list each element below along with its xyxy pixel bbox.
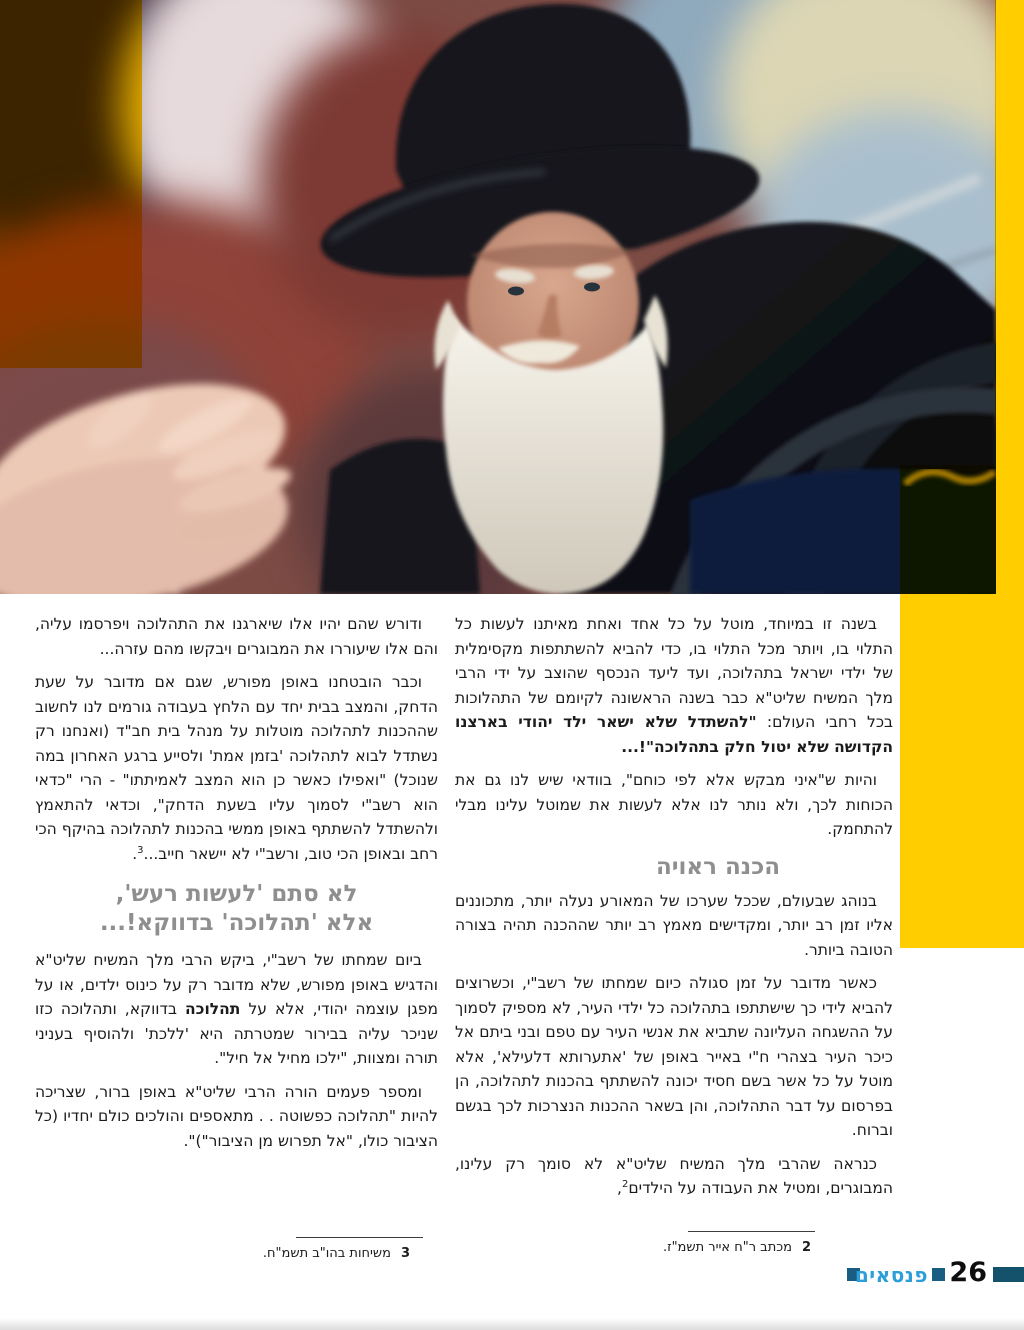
yellow-accent-right-strip (995, 0, 1024, 465)
paragraph: בשנה זו במיוחד, מוטל על כל אחד ואחת מאיתנו לעשות כל התלוי בו, ויותר מכל התלוי בו, כדי להביא להשתתפות מקסימלית של ילדי ישראל בתהלוכה, ועד ליעד הנכסף שהוצב על ידי הרבי מלך המשיח שליט"א כבר בשנה הראשונה לקיומם של התהלוכות בכל רחבי העולם: "להשתדל שלא ישאר ילד יהודי בארצנו הקדושה שלא יטול חלק בתהלוכה"!... (455, 615, 894, 756)
footnote-left-column (35, 1237, 438, 1261)
rebbe-portrait-illustration (0, 0, 996, 594)
paragraph: ודורש שהם יהיו אלו שיארגנו את התהלוכה ויפרסמו עליה, והם אלו שיעוררו את המבוגרים ויבקשו מהם עזרה... (35, 615, 438, 658)
footnote-body: מכתב ר"ח אייר תשמ"ז. (662, 1240, 792, 1255)
article-column-right (455, 612, 893, 1210)
eye (508, 287, 524, 296)
paragraph: כאשר מדובר על זמן סגולה כיום שמחתו של רשב"י, וכשרוצים להביא לידי כך שישתתפו בתהלוכה כל ילדי העיר, לא מספיק לסמוך על ההשגחה העליונה שתביא את אנשי העיר עם טפם ובני ביתם אל כיכר העיר בצהרי ח"י באייר באופן של 'אתערותא דלעילא', אלא מוטל על כל אשר בשם חסיד יכונה להשתתף בהכנות לתהלוכה, הן בפרסום על דבר התהלוכה, והן בשאר ההכנות הנצרכות לכך בגשם וברוח. (455, 974, 893, 1139)
paragraph: כנראה שהרבי מלך המשיח שליט"א לא סומך רק עלינו, המבוגרים, ומטיל את העבודה על הילדים$^2$, (455, 1154, 893, 1197)
footnote-right-column (455, 1231, 893, 1255)
paragraph: ביום שמחתו של רשב"י, ביקש הרבי מלך המשיח שליט"א והדגיש באופן מפורש, שלא מדובר רק על כינוס ילדים, או על מפגן עוצמה יהודי, אלא על תהלוכה בדווקא, ותהלוכה כזו שניכר עליה בבירור שמטרתה היא 'ללכת' ולהוסיף בעניני תורה ומצוות, "ילכו מחיל אל חיל". (35, 951, 438, 1067)
footer-square-icon (932, 1268, 945, 1281)
footnote-rule (688, 1231, 815, 1232)
magazine-logo: פנסאים (854, 1263, 928, 1287)
footnote-number: 3 (400, 1246, 410, 1261)
heading-line: אלא 'תהלוכה' בדווקא!... (99, 910, 374, 936)
section-heading-proper-preparation: הכנה ראויה (655, 853, 781, 880)
footnote-number: 2 (801, 1240, 811, 1255)
clasped-hands (0, 354, 303, 594)
paragraph: והיות ש"איני מבקש אלא לפי כוחם", בוודאי שיש לנו גם את הכוחות לכך, ולא נותר לנו אלא לעשות את שמוטל עלינו מבלי להתחמק. (455, 771, 893, 838)
paragraph: וכבר הובטחנו באופן מפורש, שגם אם מדובר על שעת הדחק, והמצב בבית יחד עם הלחץ בעבודה גורמים לנו לחשוב שההכנות לתהלוכה מוטלות על מנהל בית חב"ד (ואנחנו רק נשתדל לבוא לתהלוכה 'בזמן אמת' ולסייע ברגע האחרון במה שנוכל) "ואפילו כאשר כן הוא המצב לאמיתתו" - הרי "כדאי הוא רשב"י לסמוך עליו בשעת הדחק", וכדאי להתאמץ ולהשתדל להשתתף באופן ממשי בהכנות לתהלוכה בהיקף הכי רחב ובאופן הכי טוב, ורשב"י לא יישאר חייב...$^3$. (35, 673, 438, 863)
eye (584, 283, 600, 292)
page-number: 26 (949, 1257, 987, 1288)
page-bottom-shadow (0, 1318, 1024, 1330)
rebbe-photo (0, 0, 996, 594)
footnote-text (35, 1246, 438, 1261)
page-footer (0, 1257, 1024, 1290)
paragraph: בנוהג שבעולם, שככל שערכו של המאורע נעלה יותר, מתכוננים אליו זמן רב יותר, ומקדישים מאמץ רב יותר שההכנה תהיה בצורה הטובה ביותר. (455, 891, 893, 959)
article-column-left (35, 612, 438, 1162)
footnote-rule (296, 1237, 423, 1238)
section-heading-tahalucha (35, 880, 438, 938)
yellow-accent-left (0, 0, 142, 368)
paragraph: ומספר פעמים הורה הרבי שליט"א באופן ברור, שצריכה להיות "תהלוכה כפשוטה . . מתאספים והולכים כולם יחדיו (כל הציבור כולו, "אל תפרוש מן הציבור")". (35, 1082, 438, 1150)
yellow-accent-right-block (900, 465, 1024, 948)
heading-line: לא סתם 'לעשות רעש', (115, 881, 358, 907)
footnote-text (455, 1240, 893, 1255)
footnote-body: משיחות בהו"ב תשמ"ח. (262, 1246, 391, 1261)
footer-bar-icon (993, 1267, 1024, 1282)
